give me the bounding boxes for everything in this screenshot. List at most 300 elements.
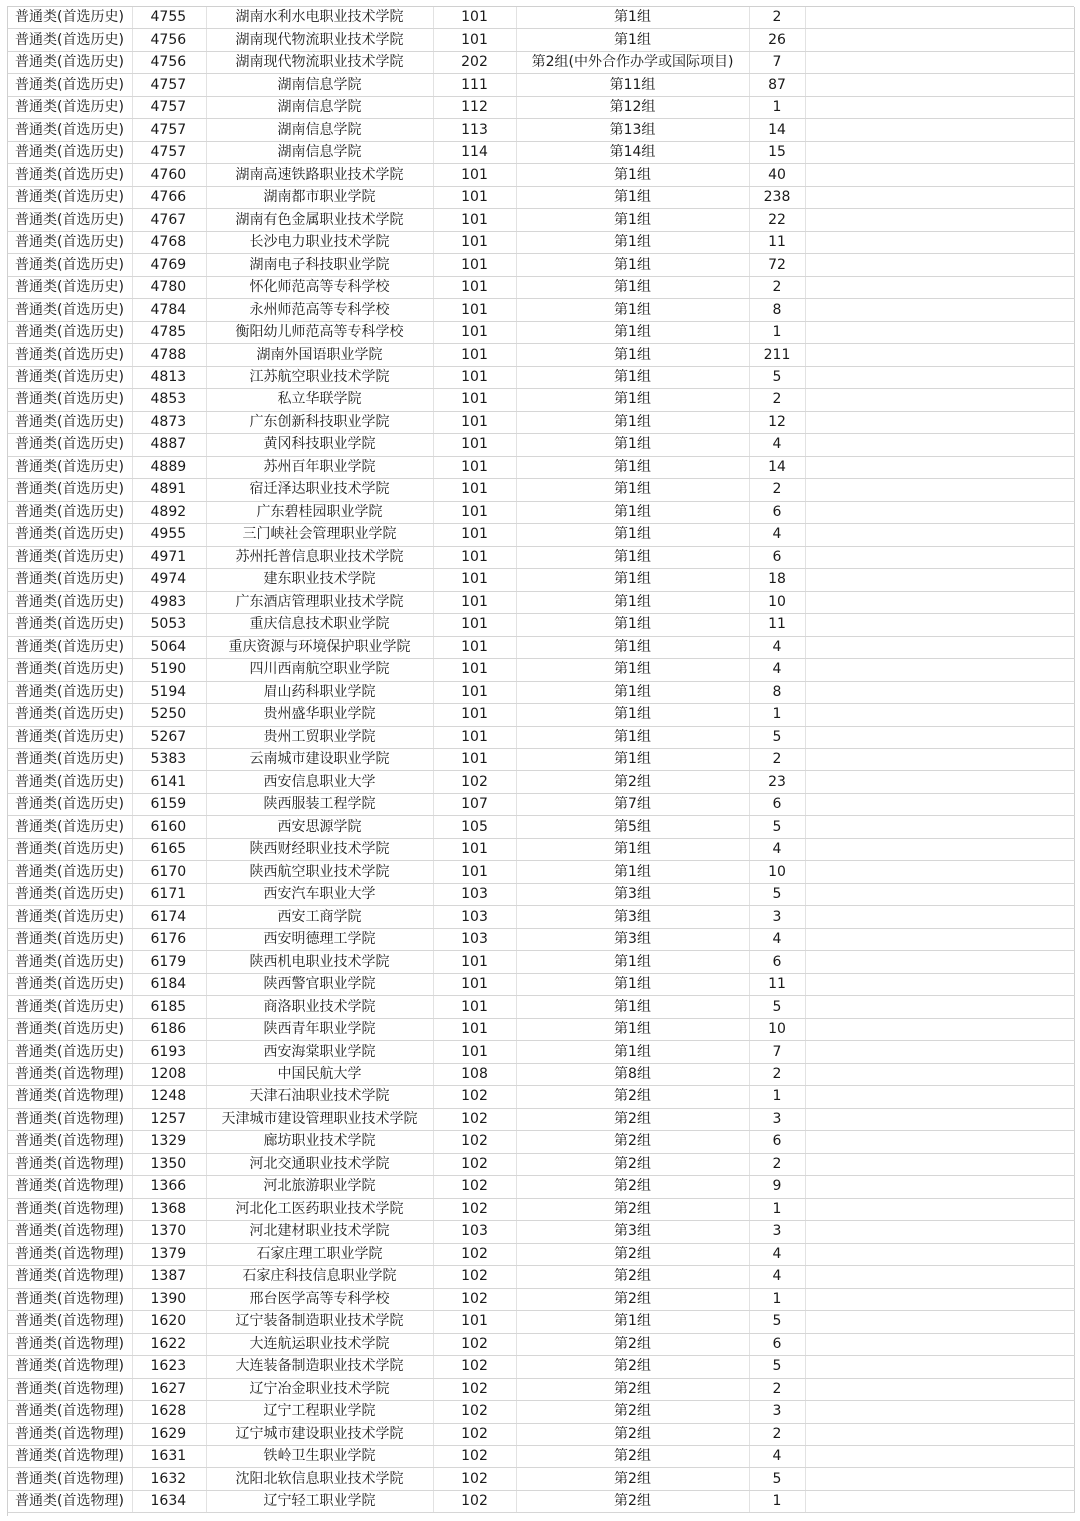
category-cell[interactable]: 普通类(首选历史) (8, 389, 132, 411)
category-cell[interactable]: 普通类(首选历史) (8, 366, 132, 388)
school-code-cell[interactable]: 1370 (132, 1221, 206, 1243)
category-cell[interactable]: 普通类(首选历史) (8, 569, 132, 591)
category-cell[interactable]: 普通类(首选物理) (8, 1221, 132, 1243)
major-code-cell[interactable]: 105 (433, 816, 516, 838)
group-cell[interactable]: 第2组 (516, 1333, 749, 1355)
plan-count-cell[interactable]: 1 (749, 96, 805, 118)
plan-count-cell[interactable]: 3 (749, 906, 805, 928)
empty-cell[interactable] (805, 1153, 1074, 1175)
major-code-cell[interactable]: 101 (433, 434, 516, 456)
school-code-cell[interactable]: 4983 (132, 591, 206, 613)
school-name-cell[interactable]: 辽宁工程职业学院 (206, 1401, 433, 1423)
category-cell[interactable]: 普通类(首选历史) (8, 501, 132, 523)
major-code-cell[interactable]: 101 (433, 726, 516, 748)
group-cell[interactable]: 第1组 (516, 231, 749, 253)
plan-count-cell[interactable]: 1 (749, 1198, 805, 1220)
plan-count-cell[interactable]: 87 (749, 74, 805, 96)
empty-cell[interactable] (805, 996, 1074, 1018)
group-cell[interactable]: 第1组 (516, 614, 749, 636)
school-code-cell[interactable]: 5383 (132, 748, 206, 770)
group-cell[interactable]: 第2组 (516, 1086, 749, 1108)
school-name-cell[interactable]: 河北建材职业技术学院 (206, 1221, 433, 1243)
category-cell[interactable]: 普通类(首选物理) (8, 1243, 132, 1265)
group-cell[interactable]: 第1组 (516, 546, 749, 568)
empty-cell[interactable] (805, 1018, 1074, 1040)
plan-count-cell[interactable]: 22 (749, 209, 805, 231)
group-cell[interactable]: 第8组 (516, 1063, 749, 1085)
category-cell[interactable]: 普通类(首选物理) (8, 1153, 132, 1175)
category-cell[interactable]: 普通类(首选物理) (8, 1401, 132, 1423)
plan-count-cell[interactable]: 4 (749, 434, 805, 456)
category-cell[interactable]: 普通类(首选物理) (8, 1176, 132, 1198)
school-code-cell[interactable]: 1629 (132, 1423, 206, 1445)
category-cell[interactable]: 普通类(首选物理) (8, 1356, 132, 1378)
group-cell[interactable]: 第2组 (516, 1356, 749, 1378)
category-cell[interactable]: 普通类(首选物理) (8, 1108, 132, 1130)
category-cell[interactable]: 普通类(首选历史) (8, 883, 132, 905)
category-cell[interactable]: 普通类(首选历史) (8, 231, 132, 253)
school-code-cell[interactable]: 4788 (132, 344, 206, 366)
major-code-cell[interactable]: 101 (433, 591, 516, 613)
major-code-cell[interactable]: 103 (433, 1221, 516, 1243)
category-cell[interactable]: 普通类(首选历史) (8, 771, 132, 793)
group-cell[interactable]: 第1组 (516, 1041, 749, 1063)
school-name-cell[interactable]: 长沙电力职业技术学院 (206, 231, 433, 253)
group-cell[interactable]: 第2组 (516, 1108, 749, 1130)
category-cell[interactable]: 普通类(首选历史) (8, 704, 132, 726)
major-code-cell[interactable]: 108 (433, 1063, 516, 1085)
empty-cell[interactable] (805, 771, 1074, 793)
school-name-cell[interactable]: 湖南现代物流职业技术学院 (206, 29, 433, 51)
school-code-cell[interactable]: 1257 (132, 1108, 206, 1130)
empty-cell[interactable] (805, 726, 1074, 748)
school-name-cell[interactable]: 广东碧桂园职业学院 (206, 501, 433, 523)
school-code-cell[interactable]: 1368 (132, 1198, 206, 1220)
empty-cell[interactable] (805, 1041, 1074, 1063)
group-cell[interactable]: 第1组 (516, 681, 749, 703)
plan-count-cell[interactable]: 2 (749, 1063, 805, 1085)
school-name-cell[interactable]: 西安明德理工学院 (206, 928, 433, 950)
major-code-cell[interactable]: 114 (433, 141, 516, 163)
plan-count-cell[interactable]: 6 (749, 951, 805, 973)
empty-cell[interactable] (805, 793, 1074, 815)
category-cell[interactable]: 普通类(首选历史) (8, 906, 132, 928)
school-name-cell[interactable]: 辽宁冶金职业技术学院 (206, 1378, 433, 1400)
major-code-cell[interactable]: 102 (433, 1243, 516, 1265)
plan-count-cell[interactable]: 5 (749, 726, 805, 748)
plan-count-cell[interactable]: 9 (749, 1176, 805, 1198)
school-code-cell[interactable]: 4767 (132, 209, 206, 231)
school-name-cell[interactable]: 湖南信息学院 (206, 141, 433, 163)
school-name-cell[interactable]: 湖南有色金属职业技术学院 (206, 209, 433, 231)
plan-count-cell[interactable]: 40 (749, 164, 805, 186)
school-code-cell[interactable]: 6170 (132, 861, 206, 883)
plan-count-cell[interactable]: 2 (749, 479, 805, 501)
school-name-cell[interactable]: 湖南信息学院 (206, 96, 433, 118)
school-name-cell[interactable]: 陕西服装工程学院 (206, 793, 433, 815)
school-name-cell[interactable]: 重庆资源与环境保护职业学院 (206, 636, 433, 658)
plan-count-cell[interactable]: 18 (749, 569, 805, 591)
category-cell[interactable]: 普通类(首选历史) (8, 164, 132, 186)
school-code-cell[interactable]: 1632 (132, 1468, 206, 1490)
group-cell[interactable]: 第2组 (516, 1198, 749, 1220)
group-cell[interactable]: 第1组 (516, 344, 749, 366)
major-code-cell[interactable]: 101 (433, 501, 516, 523)
group-cell[interactable]: 第1组 (516, 389, 749, 411)
major-code-cell[interactable]: 101 (433, 299, 516, 321)
empty-cell[interactable] (805, 614, 1074, 636)
major-code-cell[interactable]: 101 (433, 861, 516, 883)
major-code-cell[interactable]: 101 (433, 546, 516, 568)
school-code-cell[interactable]: 6174 (132, 906, 206, 928)
major-code-cell[interactable]: 102 (433, 771, 516, 793)
major-code-cell[interactable]: 101 (433, 479, 516, 501)
major-code-cell[interactable]: 103 (433, 883, 516, 905)
group-cell[interactable]: 第13组 (516, 119, 749, 141)
school-name-cell[interactable]: 陕西青年职业学院 (206, 1018, 433, 1040)
group-cell[interactable]: 第1组 (516, 636, 749, 658)
group-cell[interactable]: 第1组 (516, 524, 749, 546)
plan-count-cell[interactable]: 4 (749, 524, 805, 546)
empty-cell[interactable] (805, 861, 1074, 883)
plan-count-cell[interactable]: 14 (749, 119, 805, 141)
empty-cell[interactable] (805, 681, 1074, 703)
major-code-cell[interactable]: 101 (433, 569, 516, 591)
school-name-cell[interactable]: 西安海棠职业学院 (206, 1041, 433, 1063)
empty-cell[interactable] (805, 1108, 1074, 1130)
plan-count-cell[interactable]: 6 (749, 793, 805, 815)
category-cell[interactable]: 普通类(首选物理) (8, 1333, 132, 1355)
category-cell[interactable]: 普通类(首选历史) (8, 96, 132, 118)
group-cell[interactable]: 第2组 (516, 1446, 749, 1468)
group-cell[interactable]: 第1组 (516, 569, 749, 591)
school-code-cell[interactable]: 1387 (132, 1266, 206, 1288)
empty-cell[interactable] (805, 951, 1074, 973)
school-name-cell[interactable]: 黄冈科技职业学院 (206, 434, 433, 456)
plan-count-cell[interactable]: 3 (749, 1108, 805, 1130)
category-cell[interactable]: 普通类(首选历史) (8, 254, 132, 276)
plan-count-cell[interactable]: 2 (749, 1153, 805, 1175)
school-name-cell[interactable]: 云南城市建设职业学院 (206, 748, 433, 770)
empty-cell[interactable] (805, 1243, 1074, 1265)
school-code-cell[interactable]: 1329 (132, 1131, 206, 1153)
school-code-cell[interactable]: 6141 (132, 771, 206, 793)
category-cell[interactable]: 普通类(首选物理) (8, 1131, 132, 1153)
school-code-cell[interactable]: 4768 (132, 231, 206, 253)
empty-cell[interactable] (805, 254, 1074, 276)
plan-count-cell[interactable]: 14 (749, 456, 805, 478)
empty-cell[interactable] (805, 1378, 1074, 1400)
group-cell[interactable]: 第3组 (516, 883, 749, 905)
plan-count-cell[interactable]: 11 (749, 231, 805, 253)
major-code-cell[interactable]: 111 (433, 74, 516, 96)
school-code-cell[interactable]: 4757 (132, 74, 206, 96)
group-cell[interactable]: 第1组 (516, 411, 749, 433)
school-code-cell[interactable]: 4813 (132, 366, 206, 388)
major-code-cell[interactable]: 101 (433, 951, 516, 973)
empty-cell[interactable] (805, 29, 1074, 51)
group-cell[interactable]: 第7组 (516, 793, 749, 815)
major-code-cell[interactable]: 103 (433, 928, 516, 950)
plan-count-cell[interactable]: 5 (749, 1468, 805, 1490)
category-cell[interactable]: 普通类(首选历史) (8, 793, 132, 815)
major-code-cell[interactable]: 102 (433, 1198, 516, 1220)
empty-cell[interactable] (805, 1176, 1074, 1198)
school-name-cell[interactable]: 湖南水利水电职业技术学院 (206, 7, 433, 29)
empty-cell[interactable] (805, 1446, 1074, 1468)
school-name-cell[interactable]: 湖南信息学院 (206, 74, 433, 96)
plan-count-cell[interactable]: 2 (749, 7, 805, 29)
school-code-cell[interactable]: 4766 (132, 186, 206, 208)
school-name-cell[interactable]: 廊坊职业技术学院 (206, 1131, 433, 1153)
school-name-cell[interactable]: 湖南电子科技职业学院 (206, 254, 433, 276)
empty-cell[interactable] (805, 906, 1074, 928)
plan-count-cell[interactable]: 211 (749, 344, 805, 366)
major-code-cell[interactable]: 107 (433, 793, 516, 815)
plan-count-cell[interactable]: 1 (749, 1490, 805, 1512)
empty-cell[interactable] (805, 7, 1074, 29)
category-cell[interactable]: 普通类(首选物理) (8, 1423, 132, 1445)
plan-count-cell[interactable]: 11 (749, 973, 805, 995)
major-code-cell[interactable]: 202 (433, 51, 516, 73)
empty-cell[interactable] (805, 1468, 1074, 1490)
group-cell[interactable]: 第14组 (516, 141, 749, 163)
plan-count-cell[interactable]: 4 (749, 1266, 805, 1288)
plan-count-cell[interactable]: 2 (749, 276, 805, 298)
school-code-cell[interactable]: 6184 (132, 973, 206, 995)
category-cell[interactable]: 普通类(首选历史) (8, 209, 132, 231)
major-code-cell[interactable]: 102 (433, 1468, 516, 1490)
major-code-cell[interactable]: 102 (433, 1423, 516, 1445)
school-name-cell[interactable]: 苏州托普信息职业技术学院 (206, 546, 433, 568)
group-cell[interactable]: 第2组 (516, 1468, 749, 1490)
school-name-cell[interactable]: 永州师范高等专科学校 (206, 299, 433, 321)
group-cell[interactable]: 第1组 (516, 254, 749, 276)
school-name-cell[interactable]: 石家庄理工职业学院 (206, 1243, 433, 1265)
school-code-cell[interactable]: 4955 (132, 524, 206, 546)
group-cell[interactable]: 第11组 (516, 74, 749, 96)
empty-cell[interactable] (805, 816, 1074, 838)
empty-cell[interactable] (805, 479, 1074, 501)
school-code-cell[interactable]: 4755 (132, 7, 206, 29)
school-name-cell[interactable]: 天津石油职业技术学院 (206, 1086, 433, 1108)
group-cell[interactable]: 第1组 (516, 164, 749, 186)
empty-cell[interactable] (805, 748, 1074, 770)
category-cell[interactable]: 普通类(首选历史) (8, 996, 132, 1018)
school-code-cell[interactable]: 4785 (132, 321, 206, 343)
group-cell[interactable]: 第3组 (516, 928, 749, 950)
plan-count-cell[interactable]: 2 (749, 748, 805, 770)
category-cell[interactable]: 普通类(首选历史) (8, 614, 132, 636)
school-name-cell[interactable]: 眉山药科职业学院 (206, 681, 433, 703)
school-code-cell[interactable]: 1208 (132, 1063, 206, 1085)
school-name-cell[interactable]: 贵州工贸职业学院 (206, 726, 433, 748)
empty-cell[interactable] (805, 321, 1074, 343)
school-name-cell[interactable]: 中国民航大学 (206, 1063, 433, 1085)
plan-count-cell[interactable]: 5 (749, 883, 805, 905)
school-name-cell[interactable]: 西安信息职业大学 (206, 771, 433, 793)
category-cell[interactable]: 普通类(首选物理) (8, 1198, 132, 1220)
school-code-cell[interactable]: 4769 (132, 254, 206, 276)
category-cell[interactable]: 普通类(首选历史) (8, 299, 132, 321)
category-cell[interactable]: 普通类(首选历史) (8, 479, 132, 501)
school-code-cell[interactable]: 4756 (132, 51, 206, 73)
plan-count-cell[interactable]: 6 (749, 1333, 805, 1355)
group-cell[interactable]: 第2组(中外合作办学或国际项目) (516, 51, 749, 73)
major-code-cell[interactable]: 101 (433, 254, 516, 276)
plan-count-cell[interactable]: 5 (749, 996, 805, 1018)
group-cell[interactable]: 第1组 (516, 366, 749, 388)
school-code-cell[interactable]: 4757 (132, 119, 206, 141)
empty-cell[interactable] (805, 299, 1074, 321)
category-cell[interactable]: 普通类(首选历史) (8, 321, 132, 343)
empty-cell[interactable] (805, 659, 1074, 681)
group-cell[interactable]: 第1组 (516, 704, 749, 726)
school-name-cell[interactable]: 重庆信息技术职业学院 (206, 614, 433, 636)
category-cell[interactable]: 普通类(首选物理) (8, 1063, 132, 1085)
category-cell[interactable]: 普通类(首选物理) (8, 1446, 132, 1468)
group-cell[interactable]: 第1组 (516, 659, 749, 681)
category-cell[interactable]: 普通类(首选历史) (8, 973, 132, 995)
plan-count-cell[interactable]: 5 (749, 1311, 805, 1333)
major-code-cell[interactable]: 102 (433, 1131, 516, 1153)
group-cell[interactable]: 第1组 (516, 748, 749, 770)
empty-cell[interactable] (805, 569, 1074, 591)
plan-count-cell[interactable]: 4 (749, 928, 805, 950)
group-cell[interactable]: 第5组 (516, 816, 749, 838)
empty-cell[interactable] (805, 1266, 1074, 1288)
category-cell[interactable]: 普通类(首选历史) (8, 748, 132, 770)
group-cell[interactable]: 第1组 (516, 973, 749, 995)
major-code-cell[interactable]: 101 (433, 636, 516, 658)
empty-cell[interactable] (805, 411, 1074, 433)
empty-cell[interactable] (805, 276, 1074, 298)
category-cell[interactable]: 普通类(首选历史) (8, 951, 132, 973)
major-code-cell[interactable]: 101 (433, 1311, 516, 1333)
empty-cell[interactable] (805, 1356, 1074, 1378)
empty-cell[interactable] (805, 704, 1074, 726)
school-name-cell[interactable]: 陕西机电职业技术学院 (206, 951, 433, 973)
school-code-cell[interactable]: 5267 (132, 726, 206, 748)
empty-cell[interactable] (805, 973, 1074, 995)
plan-count-cell[interactable]: 15 (749, 141, 805, 163)
school-name-cell[interactable]: 四川西南航空职业学院 (206, 659, 433, 681)
major-code-cell[interactable]: 102 (433, 1446, 516, 1468)
school-code-cell[interactable]: 1390 (132, 1288, 206, 1310)
school-code-cell[interactable]: 1379 (132, 1243, 206, 1265)
school-name-cell[interactable]: 广东创新科技职业学院 (206, 411, 433, 433)
empty-cell[interactable] (805, 928, 1074, 950)
group-cell[interactable]: 第2组 (516, 1131, 749, 1153)
empty-cell[interactable] (805, 546, 1074, 568)
plan-count-cell[interactable]: 1 (749, 704, 805, 726)
category-cell[interactable]: 普通类(首选历史) (8, 816, 132, 838)
category-cell[interactable]: 普通类(首选历史) (8, 636, 132, 658)
major-code-cell[interactable]: 101 (433, 29, 516, 51)
category-cell[interactable]: 普通类(首选历史) (8, 186, 132, 208)
group-cell[interactable]: 第1组 (516, 479, 749, 501)
plan-count-cell[interactable]: 5 (749, 366, 805, 388)
school-code-cell[interactable]: 5250 (132, 704, 206, 726)
empty-cell[interactable] (805, 389, 1074, 411)
school-name-cell[interactable]: 江苏航空职业技术学院 (206, 366, 433, 388)
school-name-cell[interactable]: 广东酒店管理职业技术学院 (206, 591, 433, 613)
major-code-cell[interactable]: 101 (433, 838, 516, 860)
school-code-cell[interactable]: 6179 (132, 951, 206, 973)
major-code-cell[interactable]: 102 (433, 1086, 516, 1108)
school-code-cell[interactable]: 1634 (132, 1490, 206, 1512)
school-name-cell[interactable]: 陕西警官职业学院 (206, 973, 433, 995)
school-name-cell[interactable]: 铁岭卫生职业学院 (206, 1446, 433, 1468)
group-cell[interactable]: 第1组 (516, 299, 749, 321)
school-code-cell[interactable]: 5053 (132, 614, 206, 636)
major-code-cell[interactable]: 101 (433, 389, 516, 411)
school-name-cell[interactable]: 宿迁泽达职业技术学院 (206, 479, 433, 501)
category-cell[interactable]: 普通类(首选物理) (8, 1311, 132, 1333)
school-code-cell[interactable]: 6193 (132, 1041, 206, 1063)
school-code-cell[interactable]: 6186 (132, 1018, 206, 1040)
category-cell[interactable]: 普通类(首选历史) (8, 546, 132, 568)
group-cell[interactable]: 第1组 (516, 186, 749, 208)
plan-count-cell[interactable]: 10 (749, 861, 805, 883)
major-code-cell[interactable]: 102 (433, 1333, 516, 1355)
empty-cell[interactable] (805, 186, 1074, 208)
empty-cell[interactable] (805, 141, 1074, 163)
group-cell[interactable]: 第3组 (516, 906, 749, 928)
empty-cell[interactable] (805, 1423, 1074, 1445)
school-code-cell[interactable]: 4757 (132, 96, 206, 118)
plan-count-cell[interactable]: 4 (749, 636, 805, 658)
category-cell[interactable]: 普通类(首选历史) (8, 838, 132, 860)
school-code-cell[interactable]: 1623 (132, 1356, 206, 1378)
major-code-cell[interactable]: 101 (433, 973, 516, 995)
major-code-cell[interactable]: 101 (433, 704, 516, 726)
category-cell[interactable]: 普通类(首选历史) (8, 659, 132, 681)
empty-cell[interactable] (805, 838, 1074, 860)
plan-count-cell[interactable]: 6 (749, 501, 805, 523)
group-cell[interactable]: 第1组 (516, 996, 749, 1018)
school-name-cell[interactable]: 湖南现代物流职业技术学院 (206, 51, 433, 73)
group-cell[interactable]: 第1组 (516, 7, 749, 29)
major-code-cell[interactable]: 101 (433, 681, 516, 703)
school-code-cell[interactable]: 4760 (132, 164, 206, 186)
school-code-cell[interactable]: 1627 (132, 1378, 206, 1400)
major-code-cell[interactable]: 102 (433, 1108, 516, 1130)
major-code-cell[interactable]: 101 (433, 276, 516, 298)
empty-cell[interactable] (805, 1131, 1074, 1153)
school-code-cell[interactable]: 6171 (132, 883, 206, 905)
school-code-cell[interactable]: 1622 (132, 1333, 206, 1355)
school-name-cell[interactable]: 怀化师范高等专科学校 (206, 276, 433, 298)
category-cell[interactable]: 普通类(首选历史) (8, 29, 132, 51)
school-code-cell[interactable]: 4889 (132, 456, 206, 478)
empty-cell[interactable] (805, 883, 1074, 905)
category-cell[interactable]: 普通类(首选历史) (8, 7, 132, 29)
group-cell[interactable]: 第12组 (516, 96, 749, 118)
group-cell[interactable]: 第3组 (516, 1221, 749, 1243)
group-cell[interactable]: 第1组 (516, 501, 749, 523)
major-code-cell[interactable]: 101 (433, 344, 516, 366)
category-cell[interactable]: 普通类(首选历史) (8, 411, 132, 433)
school-name-cell[interactable]: 沈阳北软信息职业技术学院 (206, 1468, 433, 1490)
school-name-cell[interactable]: 苏州百年职业学院 (206, 456, 433, 478)
school-name-cell[interactable]: 湖南高速铁路职业技术学院 (206, 164, 433, 186)
group-cell[interactable]: 第1组 (516, 861, 749, 883)
group-cell[interactable]: 第2组 (516, 1266, 749, 1288)
school-name-cell[interactable]: 邢台医学高等专科学校 (206, 1288, 433, 1310)
school-code-cell[interactable]: 4756 (132, 29, 206, 51)
category-cell[interactable]: 普通类(首选物理) (8, 1288, 132, 1310)
